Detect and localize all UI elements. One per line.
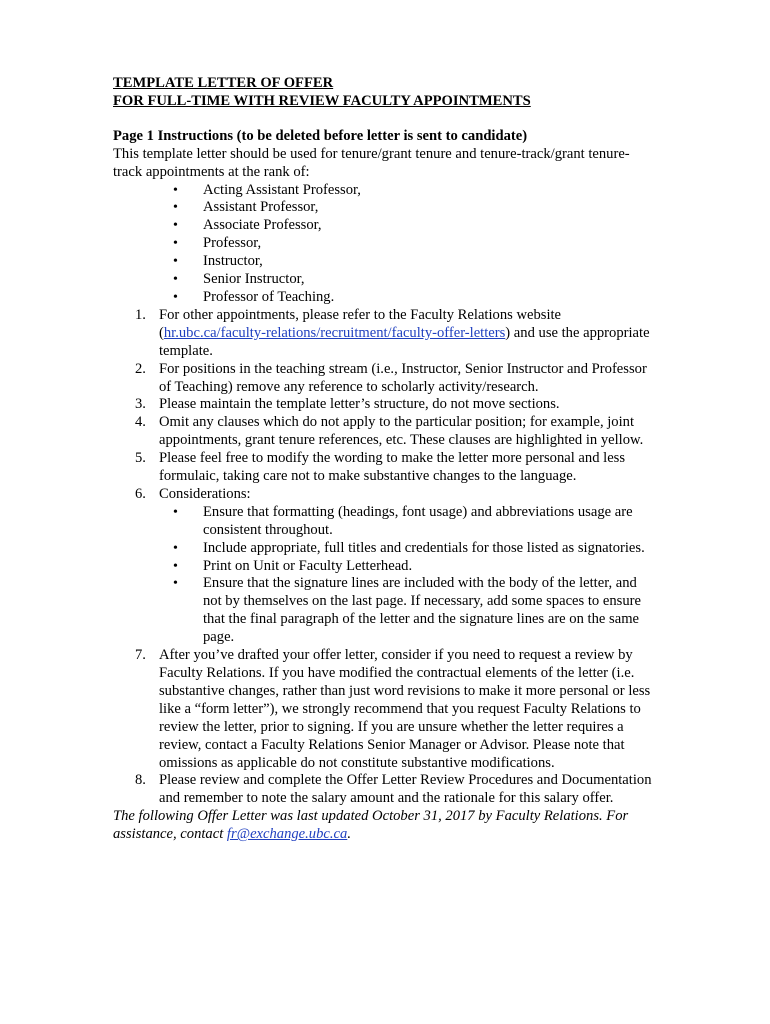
instructions-heading: Page 1 Instructions (to be deleted before letter is sent to candidate) <box>113 127 528 144</box>
consideration-item: • Ensure that the signature lines are included with the body of the letter, and not by themselves on the last page. If necessary, add some spaces to ensure that the final paragraph of the letter and the signature lines are on the same page. <box>173 575 641 646</box>
bullet-icon: • <box>173 200 178 216</box>
step-item: 1. For other appointments, please refer to the Faculty Relations website (hr.ubc.ca/faculty-relations/recruitment/faculty-offer-letters) and use the appropriate template. <box>135 306 650 359</box>
step-number: 7. <box>135 647 146 664</box>
rank-item: • Instructor, <box>173 253 263 270</box>
step-item: 2. For positions in the teaching stream (i.e., Instructor, Senior Instructor and Professor of Teaching) remove any reference to scholarly activity/research. <box>135 360 647 395</box>
consideration-item: • Include appropriate, full titles and credentials for those listed as signatories. <box>173 539 645 556</box>
instructions-intro: This template letter should be used for tenure/grant tenure and tenure-track/grant tenure-track appointments at the rank of: <box>113 145 630 180</box>
step-item: 4. Omit any clauses which do not apply to the particular position; for example, joint appointments, grant tenure references, etc. These clauses are highlighted in yellow. <box>135 414 644 449</box>
document-title-line-1: TEMPLATE LETTER OF OFFER <box>113 75 334 91</box>
contact-email-link[interactable]: fr@exchange.ubc.ca <box>226 826 348 843</box>
step-item: 5. Please feel free to modify the wording to make the letter more personal and less formulaic, taking care not to make substantive changes to the language. <box>135 450 626 485</box>
rank-item: • Senior Instructor, <box>173 271 305 288</box>
step-item: 3. Please maintain the template letter’s structure, do not move sections. <box>135 396 560 413</box>
step-number: 6. <box>135 485 146 502</box>
bullet-icon: • <box>173 540 178 556</box>
step-number: 5. <box>135 450 146 467</box>
bullet-icon: • <box>173 576 178 592</box>
step-item: 7. After you’ve drafted your offer letter, consider if you need to request a review by Faculty Relations. If you have modified the contractual elements of the letter (i.e. substantive changes, rather than just word revisions to make it more personal or less like a “form letter”), we strongly recommend that you request Faculty Relations to review the letter, prior to signing. If you are unsure whether the letter requires a review, contact a Faculty Relations Senior Manager or Advisor. Please note that omissions as applicable do not constitute substantive modifications. <box>135 647 651 771</box>
document-page <box>113 75 658 844</box>
consideration-item: • Print on Unit or Faculty Letterhead. <box>173 557 413 574</box>
bullet-icon: • <box>173 289 178 305</box>
last-updated-note: The following Offer Letter was last updated October 31, 2017 by Faculty Relations. For assistance, contact fr@exchange.ubc.ca. <box>113 808 629 843</box>
step-number: 4. <box>135 414 146 431</box>
bullet-icon: • <box>173 254 178 270</box>
consideration-item: • Ensure that formatting (headings, font usage) and abbreviations usage are consistent throughout. <box>173 503 633 538</box>
rank-item: • Professor, <box>173 235 262 252</box>
bullet-icon: • <box>173 504 178 520</box>
bullet-icon: • <box>173 558 178 574</box>
bullet-icon: • <box>173 236 178 252</box>
rank-item: • Acting Assistant Professor, <box>173 181 361 198</box>
faculty-offer-letters-link[interactable]: hr.ubc.ca/faculty-relations/recruitment/faculty-offer-letters <box>163 324 506 341</box>
step-number: 3. <box>135 396 146 413</box>
rank-item: • Assistant Professor, <box>173 199 319 216</box>
step-number: 2. <box>135 360 146 377</box>
bullet-icon: • <box>173 182 178 198</box>
instruction-steps <box>113 307 658 808</box>
step-item: 6. Considerations: • Ensure that formatting (headings, font usage) and abbreviations usage are consistent throughout. • Include appropriate, full titles and credentials for those listed as signatories. • Print on Unit or Faculty Letterhead. • Ensure that the signature lines are included with the body of the letter, and not by themselves on the last page. If necessary, add some spaces to ensure that the final paragraph of the letter and the signature lines are on the same page. <box>113 486 658 647</box>
document-title-line-2: FOR FULL-TIME WITH REVIEW FACULTY APPOINTMENTS <box>113 92 531 109</box>
considerations-list <box>113 504 658 647</box>
step-item: 8. Please review and complete the Offer Letter Review Procedures and Documentation and remember to note the salary amount and the rationale for this salary offer. <box>135 772 652 807</box>
rank-item: • Professor of Teaching. <box>173 288 335 305</box>
rank-item: • Associate Professor, <box>173 217 322 234</box>
step-number: 8. <box>135 772 146 789</box>
step-number: 1. <box>135 306 146 323</box>
bullet-icon: • <box>173 218 178 234</box>
bullet-icon: • <box>173 272 178 288</box>
rank-list <box>113 182 658 307</box>
